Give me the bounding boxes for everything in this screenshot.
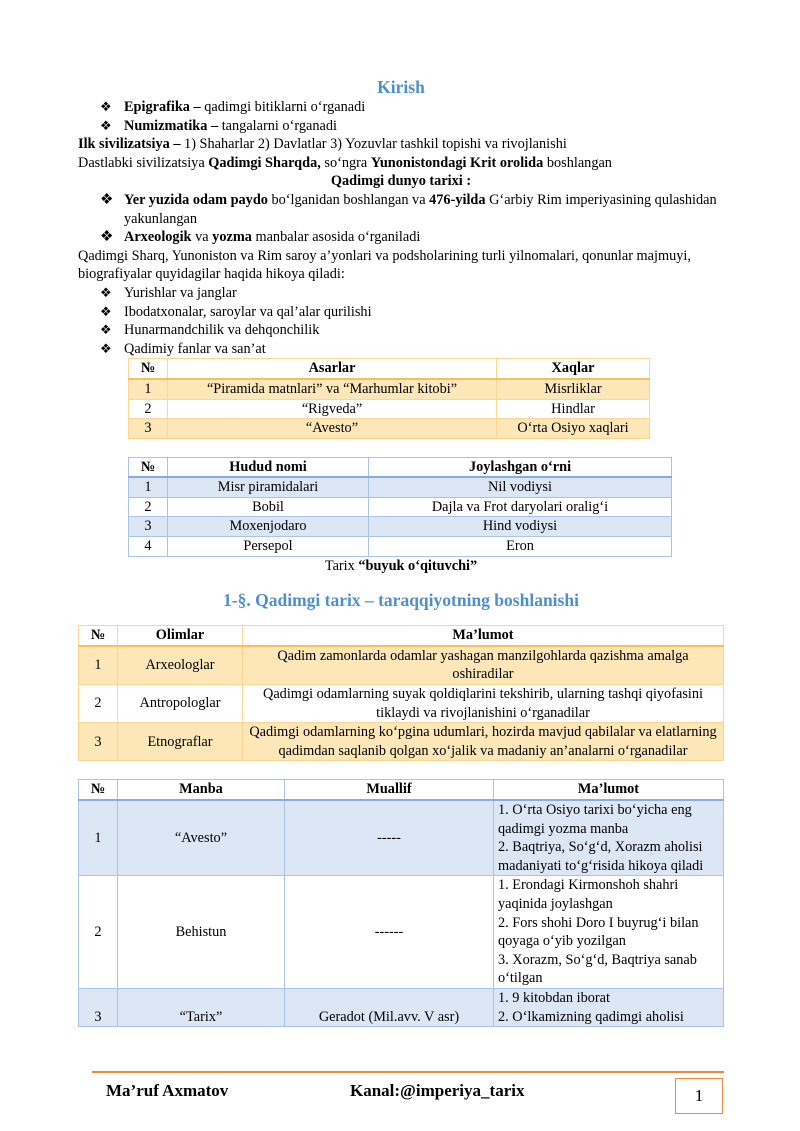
diamond-bullet-icon: ❖ <box>100 229 114 246</box>
bullet-sources: ❖ Arxeologik va yozma manbalar asosida o‘rganiladi <box>100 229 421 246</box>
bullet-period: ❖ Yer yuzida odam paydo bo‘lganidan boshlangan va 476-yilda G‘arbiy Rim imperiyasining qulashidan yakunlangan <box>100 191 717 227</box>
diamond-bullet-icon: ❖ <box>100 284 112 300</box>
table-row: 1 Misr piramidalari Nil vodiysi <box>129 477 672 497</box>
sources-table: № Manba Muallif Ma’lumot 1 “Avesto” ----- 1. O‘rta Osiyo tarixi bo‘yicha eng qadimgi yozma manba 2. Baqtriya, So‘g‘d, Xorazm aholisi madaniyati to‘g‘risida hikoya qiladi 2 Behistun ------ 1. Erondagi Kirmonshoh shahri yaqinida joylashgan 2. Fors shohi Doro I buyrug‘i bilan qoyaga o‘yib yozilgan 3. Xorazm, So‘g‘d, Baqtriya sanab o‘tilgan 3 “Tarix” Geradot (Mil.avv. V asr) 1. 9 kitobdan iborat 2. O‘lkamizning qadimgi aholisi <box>78 779 724 1027</box>
intro-title: Kirish <box>377 77 425 97</box>
table-row: 1 “Avesto” ----- 1. O‘rta Osiyo tarixi bo‘yicha eng qadimgi yozma manba 2. Baqtriya, So‘g‘d, Xorazm aholisi madaniyati to‘g‘risida hikoya qiladi <box>79 800 724 876</box>
scientists-table: № Olimlar Ma’lumot 1 Arxeologlar Qadim zamonlarda odamlar yashagan manzilgohlarda qazishma amalga oshiradilar 2 Antropologlar Qadimgi odamlarning suyak qoldiqlarini tekshirib, ularning tashqi qiyofasini tiklaydi va rivojlanishini o‘rganadilar 3 Etnograflar Qadimgi odamlarning ko‘pgina udumlari, hozirda mavjud qabilalar va elatlarning qadimdan saqlanib qolgan xo‘jalik va madaniy an’analarni o‘rganadilar <box>78 625 724 761</box>
table-row: 2 Behistun ------ 1. Erondagi Kirmonshoh shahri yaqinida joylashgan 2. Fors shohi Doro I buyrug‘i bilan qoyaga o‘yib yozilgan 3. Xorazm, So‘g‘d, Baqtriya sanab o‘tilgan <box>79 876 724 989</box>
diamond-bullet-icon: ❖ <box>100 99 112 114</box>
sites-table: № Hudud nomi Joylashgan o‘rni 1 Misr piramidalari Nil vodiysi 2 Bobil Dajla va Frot daryolari oralig‘i 3 Moxenjodaro Hind vodiysi 4 Persepol Eron <box>128 457 672 557</box>
table-row: 3 “Avesto” O‘rta Osiyo xaqlari <box>129 419 650 439</box>
diamond-bullet-icon: ❖ <box>100 340 112 356</box>
tarix-line: Tarix “buyuk o‘qituvchi” <box>324 557 478 574</box>
list-item: ❖ Yurishlar va janglar <box>100 284 237 301</box>
list-item: ❖ Qadimiy fanlar va san’at <box>100 340 266 357</box>
table-row: 3 “Tarix” Geradot (Mil.avv. V asr) 1. 9 kitobdan iborat 2. O‘lkamizning qadimgi aholisi <box>79 988 724 1026</box>
diamond-bullet-icon: ❖ <box>100 322 112 338</box>
table-row: 1 Arxeologlar Qadim zamonlarda odamlar yashagan manzilgohlarda qazishma amalga oshiradilar <box>79 646 724 685</box>
table-row: 4 Persepol Eron <box>129 537 672 557</box>
bullet-epigrafika: ❖ Epigrafika – qadimgi bitiklarni o‘rganadi <box>100 99 366 115</box>
footer-channel: Kanal:@imperiya_tarix <box>350 1081 525 1100</box>
table-row: 3 Etnograflar Qadimgi odamlarning ko‘pgina udumlari, hozirda mavjud qabilalar va elatlarning qadimdan saqlanib qolgan xo‘jalik va madaniy an’analarni o‘rganadilar <box>79 723 724 761</box>
table-row: 1 “Piramida matnlari” va “Marhumlar kitobi” Misrliklar <box>129 379 650 399</box>
chronicles-paragraph: Qadimgi Sharq, Yunoniston va Rim saroy a’yonlari va podsholarining turli yilnomalari, qonunlar majmuyi, biografiyalar quyidagilar haqida hikoya qiladi: <box>78 247 691 283</box>
table-row: 2 Antropologlar Qadimgi odamlarning suyak qoldiqlarini tekshirib, ularning tashqi qiyofasini tiklaydi va rivojlanishini o‘rganadilar <box>79 685 724 723</box>
first-civilization-line: Ilk sivilizatsiya – 1) Shaharlar 2) Davlatlar 3) Yozuvlar tashkil topishi va rivojlanishi <box>78 136 567 153</box>
works-table: № Asarlar Xaqlar 1 “Piramida matnlari” va “Marhumlar kitobi” Misrliklar 2 “Rigveda” Hindlar 3 “Avesto” O‘rta Osiyo xaqlari <box>128 358 650 438</box>
bullet-numizmatika: ❖ Numizmatika – tangalarni o‘rganadi <box>100 117 337 134</box>
list-item: ❖ Hunarmandchilik va dehqonchilik <box>100 322 320 339</box>
section-title: 1-§. Qadimgi tarix – taraqqiyotning boshlanishi <box>223 590 579 611</box>
diamond-bullet-icon: ❖ <box>100 191 114 208</box>
footer-author: Ma’ruf Axmatov <box>106 1081 229 1100</box>
ancient-history-heading: Qadimgi dunyo tarixi : <box>330 173 472 190</box>
diamond-bullet-icon: ❖ <box>100 303 112 319</box>
page-number: 1 <box>675 1078 723 1114</box>
early-civilization-line: Dastlabki sivilizatsiya Qadimgi Sharqda, so‘ngra Yunonistondagi Krit orolida boshlangan <box>78 154 612 171</box>
list-item: ❖ Ibodatxonalar, saroylar va qal’alar qurilishi <box>100 303 372 320</box>
diamond-bullet-icon: ❖ <box>100 117 112 133</box>
table-row: 2 Bobil Dajla va Frot daryolari oralig‘i <box>129 497 672 517</box>
page-content <box>78 76 724 1027</box>
table-row: 3 Moxenjodaro Hind vodiysi <box>129 517 672 537</box>
table-row: 2 “Rigveda” Hindlar <box>129 399 650 419</box>
footer-divider <box>92 1071 724 1073</box>
